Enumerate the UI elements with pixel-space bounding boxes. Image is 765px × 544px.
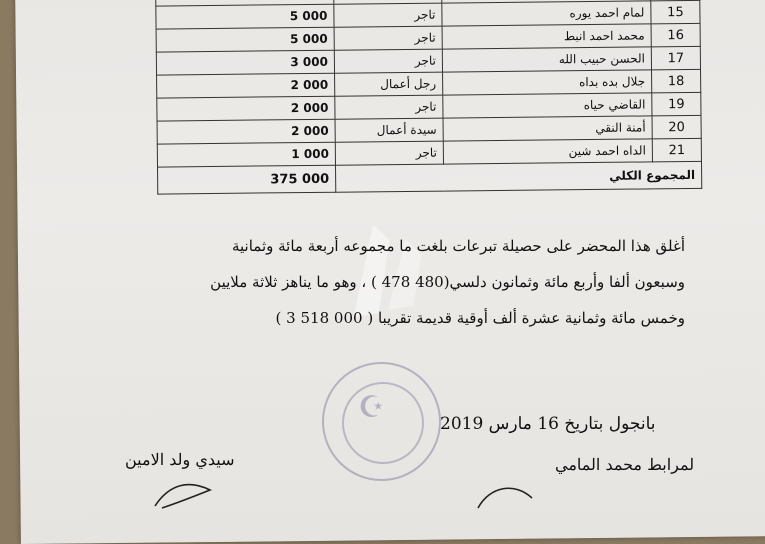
total-amount: 375 000 (158, 165, 336, 194)
signatory-left: سيدي ولد الامين (125, 450, 235, 469)
number-cell: 16 (651, 23, 700, 47)
number-cell: 20 (652, 115, 701, 139)
amount-cell: 5 000 (156, 4, 334, 29)
name-cell: أمنة النقي (443, 116, 652, 141)
amount-cell: 1 000 (157, 142, 335, 167)
closing-paragraph (150, 228, 685, 336)
number-cell: 18 (652, 69, 701, 93)
star-icon: ☪ (358, 390, 385, 425)
total-label: المجموع الكلي (336, 161, 702, 192)
amount-cell: 2 000 (157, 119, 335, 144)
name-cell: محمد احمد انبط (442, 24, 651, 49)
name-cell: الحسن حبيب الله (442, 47, 651, 72)
embassy-stamp (322, 362, 441, 481)
closing-line-2: وسبعون ألفا وأربع مائة وثمانون دلسي(480 478 ) ، وهو ما يناهز ثلاثة ملايين (210, 273, 685, 291)
number-cell: 15 (651, 0, 700, 24)
signature-scribble-left (150, 478, 220, 510)
date-line: بانجول بتاريخ 16 مارس 2019 (440, 414, 656, 434)
name-cell: القاضي حياه (443, 93, 652, 118)
signatory-right: لمرابط محمد المامي (555, 455, 695, 474)
amount-cell: 3 000 (156, 50, 334, 75)
amount-cell: 5 000 (156, 27, 334, 52)
number-cell: 19 (652, 92, 701, 116)
occupation-cell: تاجر (334, 3, 442, 27)
occupation-cell: تاجر (335, 141, 443, 165)
closing-line-3: وخمس مائة وثمانية عشرة ألف أوقية قديمة تقريبا ( 000 518 3 ) (275, 309, 685, 327)
number-cell: 17 (651, 46, 700, 70)
amount-cell: 2 000 (157, 96, 335, 121)
signature-scribble-right (470, 478, 540, 510)
number-cell: 21 (652, 138, 701, 162)
total-row (158, 161, 702, 194)
occupation-cell: تاجر (334, 26, 442, 50)
name-cell: الداه احمد شين (443, 139, 652, 164)
donations-table (155, 0, 702, 195)
occupation-cell: تاجر (334, 49, 442, 73)
name-cell: لمام احمد يوره (442, 1, 651, 26)
name-cell: جلال بده بداه (443, 70, 652, 95)
amount-cell: 2 000 (157, 73, 335, 98)
closing-line-1: أغلق هذا المحضر على حصيلة تبرعات بلغت ما مجموعه أربعة مائة وثمانية (231, 237, 685, 255)
occupation-cell: رجل أعمال (335, 72, 443, 96)
occupation-cell: سيدة أعمال (335, 118, 443, 142)
occupation-cell: تاجر (335, 95, 443, 119)
